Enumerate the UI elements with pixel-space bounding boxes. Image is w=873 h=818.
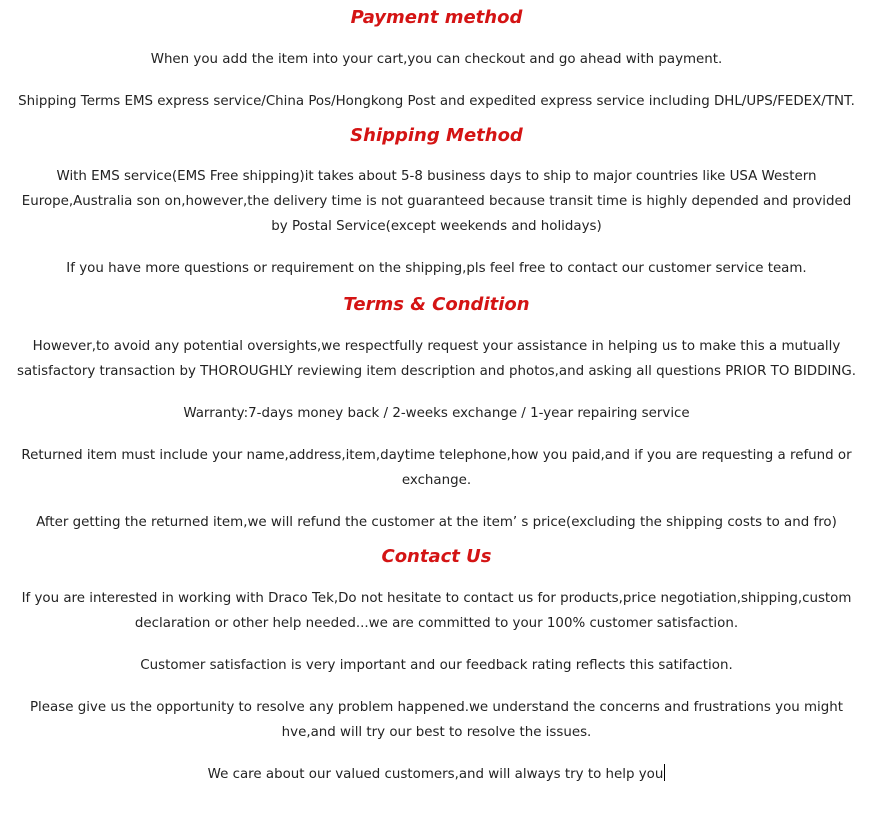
payment-method-heading: Payment method [350, 7, 523, 28]
terms-returns: Returned item must include your name,address,item,daytime telephone,how you paid,and if you are requesting a refund or exchange. [21, 448, 852, 488]
shipping-method-heading: Shipping Method [350, 125, 523, 146]
terms-condition-heading: Terms & Condition [343, 294, 530, 315]
payment-paragraph-2: Shipping Terms EMS express service/China Pos/Hongkong Post and expedited express service including DHL/UPS/FEDEX/TNT. [18, 94, 855, 109]
contact-paragraph-4 [14, 762, 859, 787]
terms-warranty: Warranty:7-days money back / 2-weeks exchange / 1-year repairing service [183, 406, 690, 421]
contact-paragraph-1: If you are interested in working with Draco Tek,Do not hesitate to contact us for products,price negotiation,shipping,custom declaration or other help needed...we are committed to your 100% customer satisfaction. [21, 591, 852, 631]
contact-us-heading: Contact Us [381, 546, 492, 567]
terms-paragraph-1: However,to avoid any potential oversights,we respectfully request your assistance in helping us to make this a mutually satisfactory transaction by THOROUGHLY reviewing item description and photos,and asking all questions PRIOR TO BIDDING. [17, 339, 856, 379]
terms-refund: After getting the returned item,we will refund the customer at the item’ s price(excluding the shipping costs to and fro) [36, 515, 837, 530]
shipping-paragraph-1: With EMS service(EMS Free shipping)it takes about 5-8 business days to ship to major countries like USA Western Europe,Australia son on,however,the delivery time is not guaranteed because transit time is highly depended and provided by Postal Service(except weekends and holidays) [21, 169, 852, 234]
shipping-paragraph-2: If you have more questions or requirement on the shipping,pls feel free to contact our customer service team. [66, 261, 807, 276]
contact-paragraph-2: Customer satisfaction is very important and our feedback rating reflects this satifaction. [140, 658, 733, 673]
text-cursor [664, 764, 665, 781]
contact-paragraph-3: Please give us the opportunity to resolve any problem happened.we understand the concerns and frustrations you might hve,and will try our best to resolve the issues. [29, 700, 844, 740]
payment-paragraph-1: When you add the item into your cart,you can checkout and go ahead with payment. [150, 52, 723, 67]
contact-closing-text: We care about our valued customers,and will always try to help you [207, 767, 664, 782]
